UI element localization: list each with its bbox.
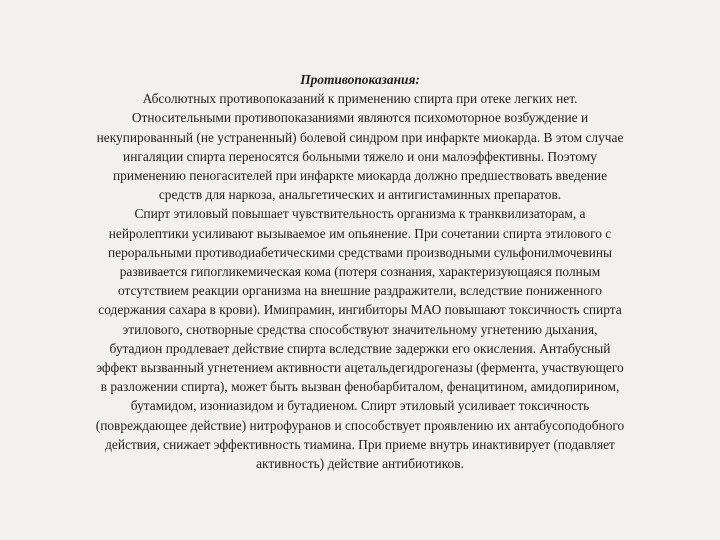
text-line: бутадион продлевает действие спирта вследствие задержки его окисления. Антабусный xyxy=(109,340,611,356)
text-line: в разложении спирта), может быть вызван фенобарбиталом, фенацитином, амидопирином, xyxy=(100,379,620,395)
text-line: Относительными противопоказаниями являются психомоторное возбуждение и xyxy=(131,110,589,126)
document-title: Противопоказания: xyxy=(300,72,420,87)
text-line: (повреждающее действие) нитрофуранов и способствует проявлению их антабусоподобного xyxy=(95,417,625,433)
text-line: активность) действие антибиотиков. xyxy=(256,456,464,472)
text-line: развивается гипогликемическая кома (потеря сознания, характеризующаяся полным xyxy=(119,264,601,280)
text-line: эффект вызванный угнетением активности ацетальдегидрогеназы (фермента, участвующего xyxy=(96,360,624,376)
text-line: отсутствием реакции организма на внешние раздражители, вследствие пониженного xyxy=(118,283,602,299)
text-line: применению пеногасителей при инфаркте миокарда должно предшествовать введение xyxy=(112,168,608,184)
text-line: Абсолютных противопоказаний к применению спирта при отеке легких нет. xyxy=(142,91,578,107)
text-line: содержания сахара в крови). Имипрамин, ингибиторы МАО повышают токсичность спирта xyxy=(98,302,622,318)
text-line: действия, снижает эффективность тиамина. При приеме внутрь инактивирует (подавляет xyxy=(105,436,615,452)
text-line: бутамидом, изониазидом и бутадиеном. Спирт этиловый усиливает токсичность xyxy=(130,398,590,414)
text-line: некупированный (не устраненный) болевой синдром при инфаркте миокарда. В этом случае xyxy=(96,129,624,145)
document-text xyxy=(40,70,680,473)
text-line: нейролептики усиливают вызываемое им опьянение. При сочетании спирта этилового с xyxy=(108,225,612,241)
text-line: этилового, снотворные средства способствуют значительному угнетению дыхания, xyxy=(122,321,598,337)
text-line: пероральными противодиабетическими средствами производными сульфонилмочевины xyxy=(107,244,613,260)
text-line: ингаляции спирта переносятся больными тяжело и они малоэффективны. Поэтому xyxy=(123,148,597,164)
text-line: средств для наркоза, анальгетических и антигистаминных препаратов. xyxy=(158,187,562,203)
text-line: Спирт этиловый повышает чувствительность организма к транквилизаторам, а xyxy=(134,206,586,222)
